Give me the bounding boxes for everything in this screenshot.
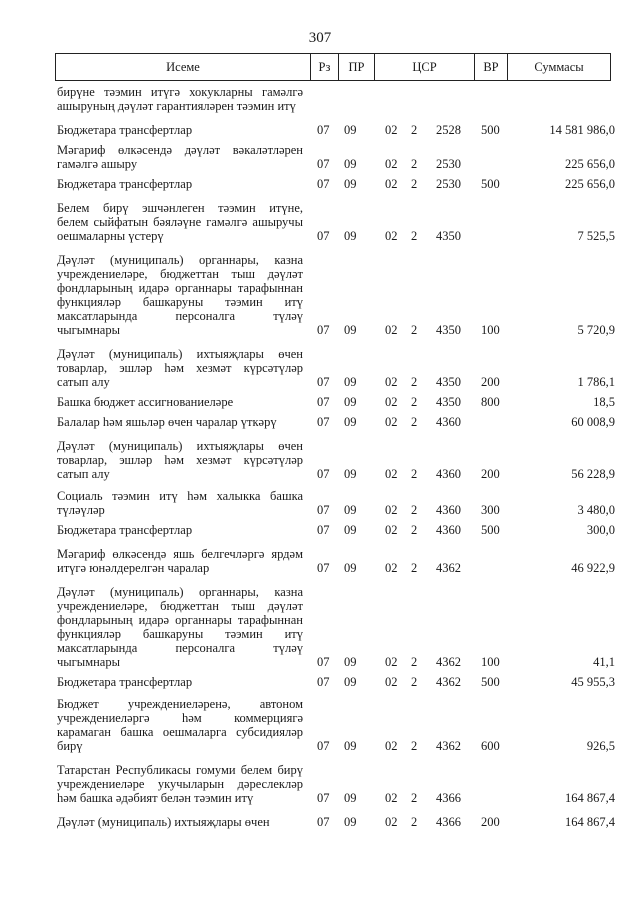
description-line: чыгымнары: [57, 655, 121, 669]
csr-code-value: 4350: [436, 229, 461, 243]
vr-value: 200: [481, 467, 500, 481]
description-line: Бюджет учреждениеләренә, автоном: [57, 697, 303, 711]
csr-code-value: 4362: [436, 675, 461, 689]
pr-value: 09: [344, 791, 357, 805]
rz-value: 07: [317, 655, 330, 669]
row-codes: [317, 467, 617, 481]
description-line: фондларының идарә органнары тарафыннан: [57, 613, 303, 627]
table-row: [57, 439, 617, 481]
csr-group-value: 02: [385, 655, 398, 669]
table-row: [57, 347, 617, 389]
rz-value: 07: [317, 395, 330, 409]
description-line: фондларының идарә органнары тарафыннан: [57, 281, 303, 295]
csr-sub-value: 2: [411, 123, 418, 137]
rz-value: 07: [317, 523, 330, 537]
table-row: [57, 177, 617, 191]
row-description: [57, 347, 303, 389]
csr-sub-value: 2: [411, 229, 418, 243]
sum-value: 14 581 986,0: [549, 123, 615, 137]
description-line: гамәлгә ашыру: [57, 157, 138, 171]
csr-group-value: 02: [385, 323, 398, 337]
rz-value: 07: [317, 739, 330, 753]
csr-code-value: 4360: [436, 467, 461, 481]
csr-group-value: 02: [385, 467, 398, 481]
row-codes: [317, 523, 617, 537]
row-codes: [317, 229, 617, 243]
row-codes: [317, 177, 617, 191]
csr-code-value: 4350: [436, 395, 461, 409]
pr-value: 09: [344, 675, 357, 689]
row-description: [57, 763, 303, 805]
description-line: Дәүләт (муниципаль) ихтыяҗлары өчен: [57, 347, 303, 361]
csr-sub-value: 2: [411, 323, 418, 337]
row-description: [57, 523, 303, 537]
csr-group-value: 02: [385, 791, 398, 805]
table-row: [57, 85, 617, 113]
row-description: [57, 489, 303, 517]
csr-sub-value: 2: [411, 561, 418, 575]
table-row: [57, 697, 617, 753]
csr-sub-value: 2: [411, 675, 418, 689]
csr-code-value: 2530: [436, 157, 461, 171]
description-line: Дәүләт (муниципаль) органнары, казна: [57, 585, 303, 599]
row-description: [57, 815, 303, 829]
csr-group-value: 02: [385, 229, 398, 243]
pr-value: 09: [344, 415, 357, 429]
csr-group-value: 02: [385, 375, 398, 389]
csr-sub-value: 2: [411, 157, 418, 171]
row-description: [57, 177, 303, 191]
csr-group-value: 02: [385, 415, 398, 429]
row-codes: [317, 655, 617, 669]
csr-group-value: 02: [385, 395, 398, 409]
csr-code-value: 4360: [436, 523, 461, 537]
row-description: [57, 585, 303, 669]
row-codes: [317, 561, 617, 575]
row-description: [57, 675, 303, 689]
sum-value: 7 525,5: [577, 229, 615, 243]
description-line: бирүне тәэмин итүгә хокукларны гамәлгә: [57, 85, 303, 99]
csr-code-value: 2528: [436, 123, 461, 137]
pr-value: 09: [344, 467, 357, 481]
sum-value: 1 786,1: [577, 375, 615, 389]
pr-value: 09: [344, 229, 357, 243]
csr-sub-value: 2: [411, 503, 418, 517]
rz-value: 07: [317, 561, 330, 575]
page-number: 307: [308, 30, 332, 46]
description-line: функцияләр башкаруны тәэмин итү: [57, 627, 303, 641]
pr-value: 09: [344, 523, 357, 537]
csr-group-value: 02: [385, 157, 398, 171]
row-description: [57, 439, 303, 481]
table-row: [57, 523, 617, 537]
csr-code-value: 4362: [436, 655, 461, 669]
pr-value: 09: [344, 157, 357, 171]
sum-value: 225 656,0: [565, 177, 615, 191]
row-description: [57, 697, 303, 753]
row-codes: [317, 503, 617, 517]
description-line: бирү: [57, 739, 83, 753]
description-line: максатларында персоналга түләү: [57, 641, 303, 655]
rz-value: 07: [317, 229, 330, 243]
row-codes: [317, 739, 617, 753]
csr-code-value: 4362: [436, 739, 461, 753]
sum-value: 46 922,9: [571, 561, 615, 575]
csr-code-value: 4360: [436, 415, 461, 429]
header-name: Исеме: [166, 60, 200, 74]
csr-group-value: 02: [385, 675, 398, 689]
pr-value: 09: [344, 123, 357, 137]
pr-value: 09: [344, 177, 357, 191]
description-line: максатларында персоналга түләү: [57, 309, 303, 323]
sum-value: 164 867,4: [565, 791, 615, 805]
description-line: ашыруның дәүләт гарантияләрен тәэмин итү: [57, 99, 296, 113]
rz-value: 07: [317, 157, 330, 171]
csr-sub-value: 2: [411, 415, 418, 429]
description-line: чыгымнары: [57, 323, 121, 337]
vr-value: 500: [481, 123, 500, 137]
vr-value: 500: [481, 523, 500, 537]
sum-value: 5 720,9: [577, 323, 615, 337]
description-line: Белем бирү эшчәнлеген тәэмин итүне,: [57, 201, 303, 215]
csr-group-value: 02: [385, 739, 398, 753]
pr-value: 09: [344, 655, 357, 669]
table-row: [57, 395, 617, 409]
row-codes: [317, 675, 617, 689]
header-rz: Рз: [310, 54, 338, 80]
table-row: [57, 675, 617, 689]
description-line: учреждениеләргә һәм коммерциягә: [57, 711, 303, 725]
description-line: Бюджетара трансфертлар: [57, 123, 193, 137]
description-line: карамаган башка оешмаларга субсидияләр: [57, 725, 303, 739]
rz-value: 07: [317, 375, 330, 389]
csr-group-value: 02: [385, 123, 398, 137]
description-line: Дәүләт (муниципаль) ихтыяҗлары өчен: [57, 439, 303, 453]
sum-value: 3 480,0: [577, 503, 615, 517]
vr-value: 100: [481, 655, 500, 669]
table-row: [57, 253, 617, 337]
csr-group-value: 02: [385, 177, 398, 191]
header-vr: ВР: [474, 54, 507, 80]
csr-sub-value: 2: [411, 177, 418, 191]
description-line: Бюджетара трансфертлар: [57, 675, 193, 689]
row-description: [57, 123, 303, 137]
csr-sub-value: 2: [411, 655, 418, 669]
csr-code-value: 4366: [436, 815, 461, 829]
pr-value: 09: [344, 815, 357, 829]
sum-value: 164 867,4: [565, 815, 615, 829]
rz-value: 07: [317, 415, 330, 429]
rz-value: 07: [317, 323, 330, 337]
description-line: учреждениеләре, бюджеттан тыш дәүләт: [57, 599, 303, 613]
table-row: [57, 763, 617, 805]
description-line: Балалар һәм яшьләр өчен чаралар үткәрү: [57, 415, 277, 429]
header-csr: ЦСР: [374, 54, 474, 80]
description-line: Дәүләт (муниципаль) ихтыяҗлары өчен: [57, 815, 270, 829]
csr-sub-value: 2: [411, 375, 418, 389]
description-line: товарлар, эшләр һәм хезмәт күрсәтүләр: [57, 361, 303, 375]
csr-group-value: 02: [385, 503, 398, 517]
pr-value: 09: [344, 375, 357, 389]
description-line: Бюджетара трансфертлар: [57, 523, 193, 537]
description-line: һәм башка әдәбият белән тәэмин итү: [57, 791, 254, 805]
csr-group-value: 02: [385, 561, 398, 575]
description-line: функцияләр башкаруны тәэмин итү: [57, 295, 303, 309]
table-row: [57, 815, 617, 829]
description-line: учреждениеләре укучыларын дәреслекләр: [57, 777, 303, 791]
rz-value: 07: [317, 675, 330, 689]
sum-value: 45 955,3: [571, 675, 615, 689]
row-codes: [317, 815, 617, 829]
rz-value: 07: [317, 123, 330, 137]
pr-value: 09: [344, 561, 357, 575]
sum-value: 926,5: [586, 739, 615, 753]
pr-value: 09: [344, 503, 357, 517]
csr-sub-value: 2: [411, 739, 418, 753]
table-row: [57, 123, 617, 137]
vr-value: 200: [481, 375, 500, 389]
sum-value: 60 008,9: [571, 415, 615, 429]
csr-code-value: 4350: [436, 375, 461, 389]
sum-value: 18,5: [593, 395, 615, 409]
description-line: Дәүләт (муниципаль) органнары, казна: [57, 253, 303, 267]
vr-value: 800: [481, 395, 500, 409]
pr-value: 09: [344, 739, 357, 753]
description-line: түләүләр: [57, 503, 105, 517]
csr-sub-value: 2: [411, 791, 418, 805]
csr-sub-value: 2: [411, 523, 418, 537]
vr-value: 500: [481, 675, 500, 689]
row-description: [57, 395, 303, 409]
row-codes: [317, 395, 617, 409]
row-codes: [317, 123, 617, 137]
sum-value: 300,0: [586, 523, 615, 537]
rz-value: 07: [317, 815, 330, 829]
csr-group-value: 02: [385, 815, 398, 829]
row-codes: [317, 791, 617, 805]
sum-value: 225 656,0: [565, 157, 615, 171]
table-row: [57, 201, 617, 243]
csr-code-value: 4350: [436, 323, 461, 337]
rz-value: 07: [317, 791, 330, 805]
description-line: Социаль тәэмин итү һәм халыкка башка: [57, 489, 303, 503]
description-line: сатып алу: [57, 375, 110, 389]
row-codes: [317, 157, 617, 171]
row-codes: [317, 323, 617, 337]
csr-group-value: 02: [385, 523, 398, 537]
vr-value: 600: [481, 739, 500, 753]
row-description: [57, 253, 303, 337]
table-row: [57, 143, 617, 171]
header-pr: ПР: [338, 54, 374, 80]
pr-value: 09: [344, 323, 357, 337]
description-line: оешмаларны үстерү: [57, 229, 164, 243]
vr-value: 300: [481, 503, 500, 517]
csr-code-value: 2530: [436, 177, 461, 191]
rz-value: 07: [317, 503, 330, 517]
csr-sub-value: 2: [411, 395, 418, 409]
table-row: [57, 547, 617, 575]
vr-value: 200: [481, 815, 500, 829]
table-row: [57, 585, 617, 669]
table-row: [57, 489, 617, 517]
description-line: Бюджетара трансфертлар: [57, 177, 193, 191]
row-description: [57, 201, 303, 243]
rz-value: 07: [317, 467, 330, 481]
pr-value: 09: [344, 395, 357, 409]
row-description: [57, 547, 303, 575]
row-description: [57, 85, 303, 113]
description-line: белем сыйфатын бәяләүне гамәлгә ашыручы: [57, 215, 303, 229]
description-line: Башка бюджет ассигнованиеләре: [57, 395, 234, 409]
row-description: [57, 415, 303, 429]
csr-code-value: 4366: [436, 791, 461, 805]
sum-value: 56 228,9: [571, 467, 615, 481]
row-codes: [317, 415, 617, 429]
vr-value: 100: [481, 323, 500, 337]
description-line: Татарстан Республикасы гомуми белем бирү: [57, 763, 303, 777]
csr-sub-value: 2: [411, 467, 418, 481]
description-line: товарлар, эшләр һәм хезмәт күрсәтүләр: [57, 453, 303, 467]
budget-table-body: [57, 85, 617, 829]
description-line: Мәгариф өлкәсендә дәүләт вәкаләтләрен: [57, 143, 303, 157]
description-line: учреждениеләре, бюджеттан тыш дәүләт: [57, 267, 303, 281]
csr-code-value: 4362: [436, 561, 461, 575]
sum-value: 41,1: [593, 655, 615, 669]
table-row: [57, 415, 617, 429]
row-codes: [317, 375, 617, 389]
csr-sub-value: 2: [411, 815, 418, 829]
row-codes: [317, 99, 617, 113]
description-line: сатып алу: [57, 467, 110, 481]
description-line: итүгә юнәлдерелгән чаралар: [57, 561, 210, 575]
row-description: [57, 143, 303, 171]
rz-value: 07: [317, 177, 330, 191]
vr-value: 500: [481, 177, 500, 191]
description-line: Мәгариф өлкәсендә яшь белгечләргә ярдәм: [57, 547, 303, 561]
header-sum: Суммасы: [507, 54, 610, 80]
table-header: [55, 53, 611, 81]
csr-code-value: 4360: [436, 503, 461, 517]
